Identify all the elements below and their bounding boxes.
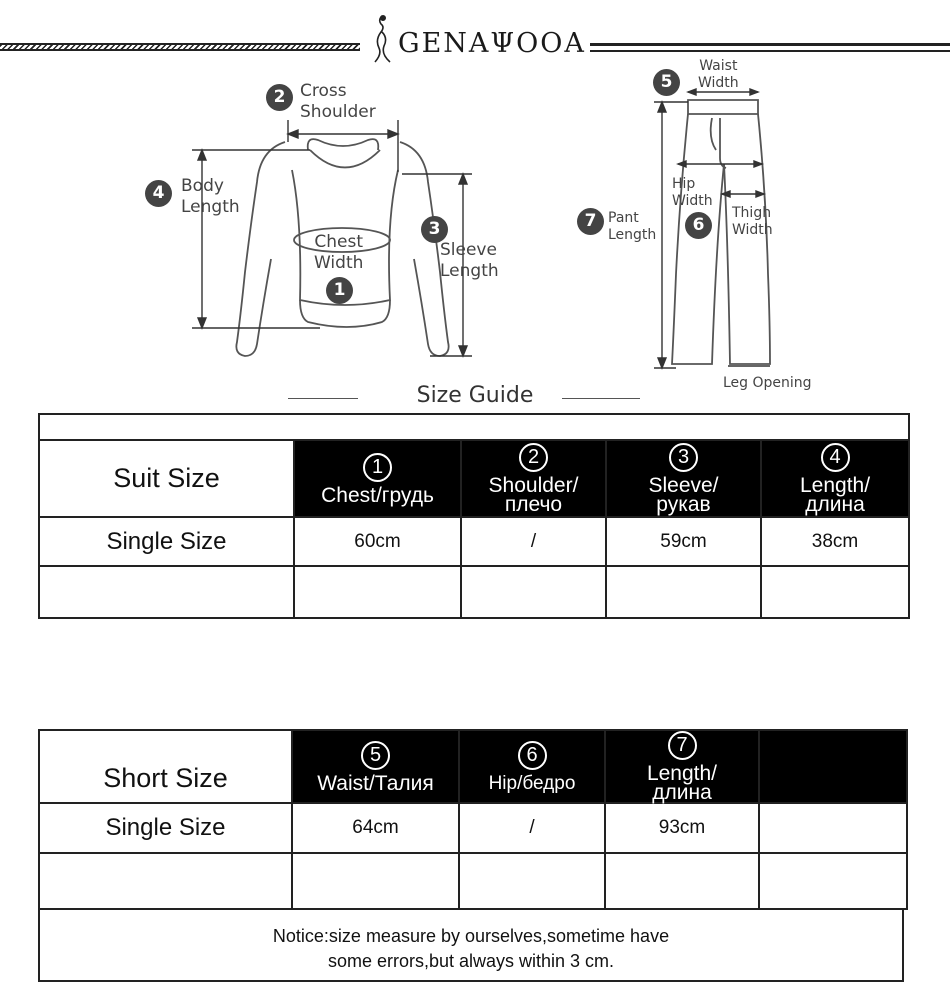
empty-cell bbox=[292, 853, 459, 909]
badge-waist-width: 5 bbox=[653, 69, 680, 96]
empty-cell bbox=[606, 566, 761, 618]
short-row-size: Single Size bbox=[39, 803, 292, 853]
suit-table-header-row bbox=[39, 440, 909, 517]
suit-row-chest: 60cm bbox=[294, 517, 461, 566]
header-waist-line1: Waist/Талия bbox=[317, 771, 434, 795]
empty-cell bbox=[605, 853, 759, 909]
table-row-empty bbox=[39, 853, 907, 909]
header-waist bbox=[292, 730, 459, 803]
header-shoulder-line1: Shoulder/ bbox=[488, 474, 579, 497]
header-waist-number: 5 bbox=[361, 741, 390, 770]
label-chest-width bbox=[314, 232, 363, 274]
label-chest-width-line1: Chest bbox=[314, 232, 364, 252]
header-chest bbox=[294, 440, 461, 517]
label-pant-length-line2: Length bbox=[608, 227, 657, 243]
label-hip-width bbox=[672, 176, 713, 210]
size-guide-line-right bbox=[562, 398, 640, 399]
badge-cross-shoulder: 2 bbox=[266, 84, 293, 111]
header-chest-number: 1 bbox=[363, 453, 392, 482]
label-pant-length-line1: Pant bbox=[608, 210, 639, 226]
label-cross-shoulder bbox=[300, 81, 376, 123]
header-pant-length bbox=[605, 730, 759, 803]
suit-size-corner: Suit Size bbox=[39, 440, 294, 517]
empty-cell bbox=[461, 566, 606, 618]
header-length-line1: Length/ bbox=[799, 474, 871, 497]
header-hip bbox=[459, 730, 605, 803]
label-sleeve-length-line2: Length bbox=[440, 261, 499, 281]
label-body-length bbox=[181, 176, 240, 218]
notice-line2: some errors,but always within 3 cm. bbox=[327, 951, 615, 971]
header-shoulder-number: 2 bbox=[519, 443, 548, 472]
brand-logo-figure-icon bbox=[366, 12, 398, 72]
header-pant-length-line2: длина bbox=[652, 781, 712, 804]
header-length-line2: длина bbox=[805, 493, 865, 516]
header-pant-length-number: 7 bbox=[668, 731, 697, 760]
label-body-length-line1: Body bbox=[181, 176, 224, 196]
header-length bbox=[761, 440, 909, 517]
label-thigh-width-line2: Width bbox=[732, 222, 773, 238]
header-sleeve-line1: Sleeve/ bbox=[648, 474, 719, 497]
header-chest-line1: Chest/грудь bbox=[321, 483, 434, 507]
suit-row-length: 38cm bbox=[761, 517, 909, 566]
label-chest-width-line2: Width bbox=[314, 253, 364, 273]
label-thigh-width bbox=[732, 205, 773, 239]
short-size-corner: Short Size bbox=[39, 730, 292, 803]
short-row-extra bbox=[759, 803, 907, 853]
short-table-header-row bbox=[39, 730, 907, 803]
header-pant-length-line1: Length/ bbox=[646, 762, 718, 785]
table-row bbox=[39, 517, 909, 566]
suit-table-top-row bbox=[39, 414, 909, 440]
badge-hip-width: 6 bbox=[685, 212, 712, 239]
header-hip-number: 6 bbox=[518, 741, 547, 770]
label-hip-width-line2: Width bbox=[672, 193, 713, 209]
empty-cell bbox=[39, 853, 292, 909]
header-empty bbox=[759, 730, 907, 803]
badge-body-length: 4 bbox=[145, 180, 172, 207]
empty-cell bbox=[294, 566, 461, 618]
short-row-waist: 64cm bbox=[292, 803, 459, 853]
label-waist-width bbox=[698, 58, 739, 92]
suit-table-top-cell bbox=[39, 414, 909, 440]
label-waist-width-line2: Width bbox=[698, 75, 739, 91]
label-cross-shoulder-line2: Shoulder bbox=[300, 102, 376, 122]
header-shoulder-line2: плечо bbox=[504, 493, 563, 516]
suit-row-size: Single Size bbox=[39, 517, 294, 566]
empty-cell bbox=[459, 853, 605, 909]
header-sleeve-line2: рукав bbox=[656, 493, 711, 516]
header-shoulder bbox=[461, 440, 606, 517]
size-guide-title: Size Guide bbox=[416, 383, 534, 408]
empty-cell bbox=[761, 566, 909, 618]
badge-pant-length: 7 bbox=[577, 208, 604, 235]
suit-size-table bbox=[38, 413, 910, 619]
empty-cell bbox=[759, 853, 907, 909]
notice-line1: Notice:size measure by ourselves,sometime have bbox=[272, 926, 670, 946]
short-row-length: 93cm bbox=[605, 803, 759, 853]
header-hip-line1: Hip/бедро bbox=[488, 772, 576, 794]
suit-row-shoulder: / bbox=[461, 517, 606, 566]
label-waist-width-line1: Waist bbox=[699, 58, 738, 74]
badge-chest-width: 1 bbox=[326, 277, 353, 304]
label-hip-width-line1: Hip bbox=[672, 176, 696, 192]
empty-cell bbox=[39, 566, 294, 618]
label-thigh-width-line1: Thigh bbox=[732, 205, 772, 221]
label-leg-opening: Leg Opening bbox=[723, 375, 812, 391]
header-sleeve-number: 3 bbox=[669, 443, 698, 472]
badge-sleeve-length: 3 bbox=[421, 216, 448, 243]
label-pant-length bbox=[608, 210, 656, 244]
suit-row-sleeve: 59cm bbox=[606, 517, 761, 566]
notice-box bbox=[38, 908, 904, 982]
header-sleeve bbox=[606, 440, 761, 517]
label-cross-shoulder-line1: Cross bbox=[300, 81, 347, 101]
header-rule-left bbox=[0, 43, 360, 51]
table-row bbox=[39, 803, 907, 853]
label-sleeve-length-line1: Sleeve bbox=[440, 240, 497, 260]
label-body-length-line2: Length bbox=[181, 197, 240, 217]
brand-header bbox=[0, 12, 950, 62]
short-size-table bbox=[38, 729, 908, 910]
brand-name: GENAΨOOA bbox=[398, 28, 586, 59]
header-length-number: 4 bbox=[821, 443, 850, 472]
label-sleeve-length bbox=[440, 240, 499, 282]
table-row-empty bbox=[39, 566, 909, 618]
short-row-hip: / bbox=[459, 803, 605, 853]
header-rule-right bbox=[590, 43, 950, 52]
